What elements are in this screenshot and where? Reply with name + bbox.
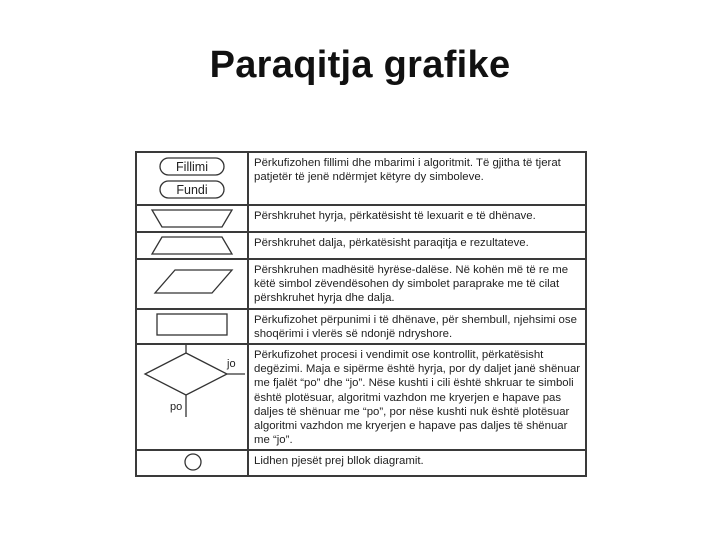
table-row [136,152,586,205]
end-label: Fundi [176,183,208,197]
symbol-cell [136,344,248,450]
row-description: Përshkruhen madhësitë hyrëse-dalëse. Në kohën më të re me këtë simbol zëvendësohen dy simbolet paraprake me të cilat përshkruhet hyrja dhe dalja. [248,259,586,309]
output-trapezoid-icon [137,233,247,258]
table-row [136,450,586,476]
input-trapezoid-icon [137,206,247,231]
process-rectangle-icon [137,310,247,340]
decision-no-label: jo [227,358,236,371]
connector-circle-icon [137,451,247,475]
io-parallelogram-icon [137,260,247,304]
symbol-cell [136,450,248,476]
row-description: Përkufizohen fillimi dhe mbarimi i algoritmit. Të gjitha të tjerat patjetër të jenë ndërmjet këtyre dy simboleve. [248,152,586,205]
symbol-cell [136,309,248,344]
symbol-cell [136,259,248,309]
row-description: Përshkruhet hyrja, përkatësisht të lexuarit e të dhënave. [248,205,586,232]
table-row [136,205,586,232]
table-row [136,259,586,309]
start-label: Fillimi [176,160,208,174]
row-description: Përkufizohet përpunimi i të dhënave, për shembull, njehsimi ose shoqërimi i vlerës së ndonjë ndryshore. [248,309,586,344]
terminator-symbols [137,153,247,204]
symbol-cell [136,232,248,259]
symbol-cell [136,152,248,205]
table-row [136,309,586,344]
table-row [136,344,586,450]
decision-diamond-symbol [137,345,247,443]
table-row [136,232,586,259]
decision-diamond-icon [145,353,227,395]
symbol-cell [136,205,248,232]
decision-yes-label: po [170,401,183,414]
row-description: Përkufizohet procesi i vendimit ose kontrollit, përkatësisht degëzimi. Maja e sipërme është hyrja, por dy daljet janë shënuar me fjalët “po” dhe “jo”. Nëse kushti i cili është shkruar te simboli është plotësuar, algoritmi vazhdon me kryerjen e hapave pas daljes të shënuar me “po”, por nëse kushti nuk është plotësuar algoritmi vazhdon me kryerjen e hapave pas daljes të shënuar me “jo”. [248,344,586,450]
row-description: Lidhen pjesët prej bllok diagramit. [248,450,586,476]
flowchart-symbols-table [135,151,587,468]
page-title: Paraqitja grafike [209,44,511,86]
row-description: Përshkruhet dalja, përkatësisht paraqitja e rezultateve. [248,232,586,259]
